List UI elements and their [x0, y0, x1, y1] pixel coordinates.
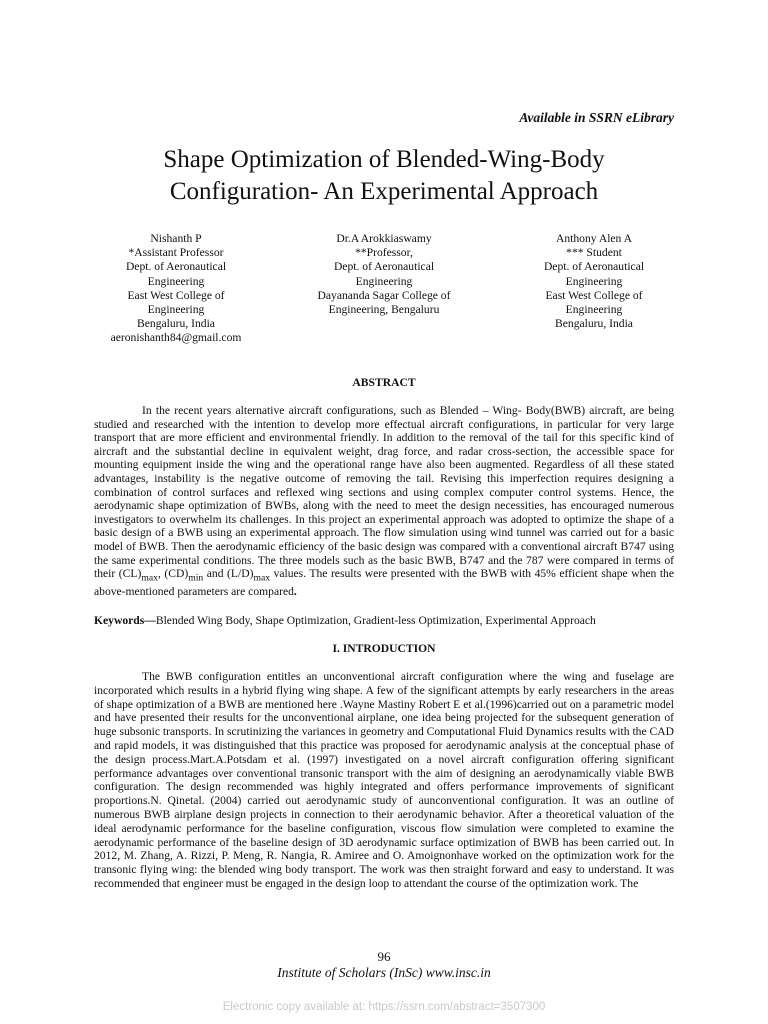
author-2-role: **Professor,	[355, 246, 413, 260]
paper-title	[70, 144, 698, 208]
author-3-role: *** Student	[566, 246, 622, 260]
author-1-college-cont: Engineering	[147, 303, 205, 317]
cd-subscript: min	[188, 572, 204, 584]
title-line-2: Configuration- An Experimental Approach	[169, 178, 599, 205]
ld-subscript: max	[253, 572, 271, 584]
author-2-dept: Dept. of Aeronautical	[333, 260, 435, 274]
author-2-dept-cont: Engineering	[355, 274, 413, 288]
author-1-email: aeronishanth84@gmail.com	[110, 331, 242, 345]
ssrn-link[interactable]: Electronic copy available at: https://ssrn.com/abstract=3507300	[222, 1001, 546, 1013]
introduction-paragraph: The BWB configuration entitles an unconventional aircraft configuration where the wing and fuselage are incorporated which results in a hybrid flying wing shape. A few of the significant attempts by early researchers in the areas of shape optimization of a BWB are mentioned here .Wayne Mastiny Robert E et al.(1996)carried out on a parametric model and have presented their results for the unconventional airplane, one idea being projected for the subsequent generation of huge subsonic transports. In scrutinizing the variances in geometry and Computational Fluid Dynamics results with the CAD and rapid models, it was distinguished that this practice was proposed for aerodynamic analysis at the conceptual phase of the design process.Mart.A.Potsdam et al. (1997) investigated on a novel aircraft configuration offering significant performance advantages over conventional transonic transport with the aim of designing an aerodynamically viable BWB configuration. The design recommended was highly integrated and offers performance improvements of significant proportions.N. Qinetal. (2004) carried out aerodynamic study of aunconventional configuration. It was an outline of numerous BWB airplane design projects in connection to their aerodynamic behavior. After a theoretical valuation of the ideal aerodynamic performance for the baseline configuration, viscous flow simulation were completed to examine the aerodynamic performance of the baseline design of 3D aerodynamic surface optimization of BWB has been carried out. In 2012, M. Zhang, A. Rizzi, P. Meng, R. Nangia, R. Amiree and O. Amoignonhave worked on the optimization work for the transonic flying wing: the blended wing body transport. The work was then straight forward and easy to understand. It was recommended that engineer must be engaged in the design loop to attendant the course of the optimization work. The	[94, 670, 674, 890]
abstract-text-1: In the recent years alternative aircraft configurations, such as Blended – Wing- Body(BWB) aircraft, are being studied and researched with the intention to develop more effectual aircraft configurations, in particular for very large transport that are more efficient and environmental friendly. In addition to the removal of the tail for this specific kind of aircraft and the substantial decline in equivalent weight, drag force, and radar cross-section, the accessible space for mounting equipment inside the wing and the operational range have also been augmented. Regardless of all these stated advantages, instability is the negative outcome of removing the tail. Revising this imperfection requires designing a combination of control surfaces and reflexed wing sections and using complex computer control systems. Hence, the aerodynamic shape optimization of BWBs, along with the need to meet the design necessities, has encouraged numerous investigators to overwhelm its challenges. In this project an experimental approach was adopted to optimize the shape of a basic design of a BWB using an experimental approach. The flow simulation using wind tunnel was carried out for a basic model of BWB. Then the aerodynamic efficiency of the basic design was compared with a conventional aircraft B747 using the same experimental conditions. The three models such as the basic BWB, B747 and the 787 were compared in terms of their (C	[94, 404, 674, 581]
cd-symbol: D	[175, 567, 185, 581]
author-1-name: Nishanth P	[150, 232, 202, 245]
keywords-text: Blended Wing Body, Shape Optimization, Gradient-less Optimization, Experimental Approach	[155, 614, 596, 627]
abstract-paragraph: In the recent years alternative aircraft configurations, such as Blended – Wing- Body(BWB) aircraft, are being studied and researched with the intention to develop more effectual aircraft configurations, in particular for very large transport that are more efficient and environmental friendly. In addition to the removal of the tail for this specific kind of aircraft and the substantial decline in equivalent weight, drag force, and radar cross-section, the accessible space for mounting equipment inside the wing and the operational range have also been augmented. Regardless of all these stated advantages, instability is the negative outcome of removing the tail. Revising this imperfection requires designing a combination of control surfaces and reflexed wing sections and using complex computer control systems. Hence, the aerodynamic shape optimization of BWBs, along with the need to meet the design necessities, has encouraged numerous investigators to overwhelm its challenges. In this project an experimental approach was adopted to optimize the shape of a basic design of a BWB using an experimental approach. The flow simulation using wind tunnel was carried out for a basic model of BWB. Then the aerodynamic efficiency of the basic design was compared with a conventional aircraft B747 using the same experimental conditions. The three models such as the basic BWB, B747 and the 787 were compared in terms of their $(CL)_{max}$, $(CD)_{min}$ and $(L/D)_{max}$ values. The results were presented with the BWB with 45% efficient shape when the above-mentioned parameters are compared.	[94, 404, 674, 599]
availability-note: Available in SSRN eLibrary	[519, 110, 674, 125]
abstract-end-mark: .	[293, 585, 297, 599]
author-3-location: Bengaluru, India	[555, 317, 633, 331]
introduction-heading: I. INTRODUCTION	[332, 642, 436, 655]
abstract-text-2: , (C	[157, 567, 176, 581]
author-3-college-cont: Engineering	[565, 303, 623, 317]
title-line-1: Shape Optimization of Blended-Wing-Body	[163, 146, 605, 173]
author-3-college: East West College of	[545, 288, 643, 302]
author-3-name: Anthony Alen A	[555, 232, 632, 245]
author-1-college: East West College of	[127, 288, 225, 302]
author-1-dept-cont: Engineering	[147, 274, 205, 288]
abstract-body	[94, 404, 674, 599]
cl-subscript: max	[141, 572, 158, 584]
author-block-3	[506, 232, 682, 331]
author-1-dept: Dept. of Aeronautical	[125, 260, 227, 274]
author-block-1	[88, 232, 264, 346]
introduction-body	[94, 670, 674, 891]
keywords-line	[94, 614, 674, 628]
author-2-college: Dayananda Sagar College of	[317, 288, 451, 302]
abstract-text-4: values. The results were presented with the BWB with 45% efficient shape when the above-mentioned parameters are compared	[94, 567, 674, 599]
author-1-location: Bengaluru, India	[137, 317, 215, 331]
author-block-2	[296, 232, 472, 317]
cl-symbol: L	[130, 567, 138, 581]
author-3-dept-cont: Engineering	[565, 274, 623, 288]
institute-footer: Institute of Scholars (InSc) www.insc.in	[277, 965, 491, 980]
abstract-heading: ABSTRACT	[352, 376, 416, 389]
author-3-dept: Dept. of Aeronautical	[543, 260, 645, 274]
page-number: 96	[377, 949, 391, 964]
abstract-text-3: and (L/D)	[203, 567, 254, 581]
author-2-name: Dr.A Arokkiaswamy	[336, 232, 432, 245]
author-1-role: *Assistant Professor	[128, 246, 224, 260]
keywords-label: Keywords—	[94, 614, 156, 627]
author-2-college-cont: Engineering, Bengaluru	[328, 303, 440, 317]
